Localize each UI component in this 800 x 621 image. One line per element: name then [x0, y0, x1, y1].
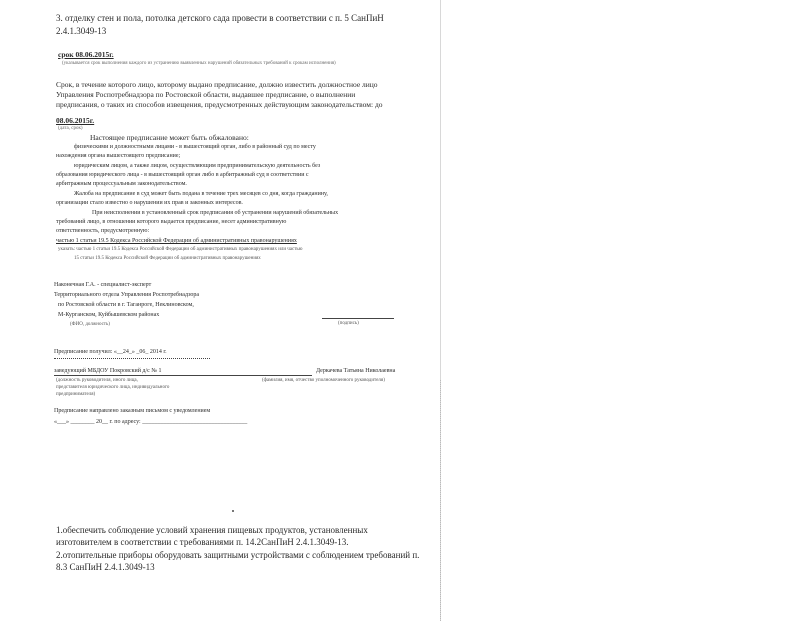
official-2: Территориального отдела Управления Роспотребнадзора: [54, 292, 200, 298]
page-edge-mark: [440, 380, 451, 621]
bottom-item-1a: 1.обеспечить соблюдение условий хранения пищевых продуктов, установленных: [56, 525, 368, 535]
deadline-1-note: (указывается срок выполнения каждого из устранению выявленных нарушений обязательных требований к срокам исполнения): [62, 61, 336, 66]
appeal-3b: организации стало известно о нарушении их прав и законных интересов.: [56, 200, 243, 206]
bottom-item-2b: 8.3 СанПиН 2.4.1.3049-13: [56, 562, 155, 572]
appeal-3a: Жалоба на предписание в суд может быть подана в течение трех месяцев со дня, когда гражданину,: [74, 191, 328, 197]
nonfulfil-5: указать: частью 1 статьи 19.5 Кодекса Российской Федерации об административных правонарушениях или частью: [58, 247, 303, 252]
head-sub-2: представителя юридического лица, индивидуального: [56, 385, 170, 390]
head-sub-1: (должность руководителя, иного лица,: [56, 378, 138, 383]
received-line: Предписание получил: «__24_» _06_ 2014 г.: [54, 349, 167, 355]
appeal-2a: юридическим лицом, а также лицом, осуществляющим предпринимательскую деятельность без: [74, 163, 321, 169]
deadline-2: 08.06.2015г.: [56, 116, 95, 125]
official-5: (ФИО, должность): [70, 322, 110, 327]
head-name-note: (фамилия, имя, отчество уполномоченного руководителя): [262, 378, 385, 383]
para-notify-2: Управления Роспотребнадзора по Ростовской области, выдавшее предписание, о выполнении: [56, 90, 356, 99]
item-3-line-1: 3. отделку стен и пола, потолка детского сада провести в соответствии с п. 5 СанПиН: [56, 13, 384, 23]
head-sub-3: предпринимателя): [56, 392, 96, 397]
deadline-2-note: (дата, срок): [58, 126, 83, 131]
scan-speck: [232, 510, 234, 512]
signature-label: (подпись): [338, 321, 359, 326]
appeal-2b: образования юридического лица - в вышестоящий орган либо в арбитражный суд в соответствии с: [56, 172, 309, 178]
mail-line-2: «___» ________ 20__ г. по адресу: ___________________________________: [54, 419, 248, 425]
bottom-item-1b: изготовителем в соответствии с требованиями п. 14.2СанПиН 2.4.1.3049-13.: [56, 537, 349, 547]
mail-line-1: Предписание направлено заказным письмом с уведомлением: [54, 408, 211, 414]
nonfulfil-2: требований лицо, в отношении которого выдается предписание, несет административную: [56, 219, 287, 225]
nonfulfil-1: При неисполнении в установленный срок предписания об устранении нарушений обязательных: [92, 210, 339, 216]
nonfulfil-4: частью 1 статьи 19.5 Кодекса Российской Федерации об административных правонарушениях: [56, 238, 297, 244]
official-4: М-Курганском, Куйбышевском районах: [58, 312, 160, 318]
official-3: по Ростовской области в г. Таганроге, Неклиновском,: [58, 302, 194, 308]
para-notify-1: Срок, в течение которого лицо, которому выдано предписание, должно известить должностное лицо: [56, 80, 378, 89]
head-role: заведующий МБДОУ Покровский д/с № 1: [54, 368, 162, 374]
signature-line: [322, 318, 394, 319]
received-underline: [54, 358, 210, 359]
official-1: Наконечная Г.А. - специалист-эксперт: [54, 282, 152, 288]
nonfulfil-3: ответственность, предусмотренную:: [56, 228, 150, 234]
appeal-1b: нахождения органа вышестоящего предписание;: [56, 153, 181, 159]
head-name: Деркачева Татьяна Николаевна: [316, 368, 396, 374]
appeal-heading: Настоящее предписание может быть обжаловано:: [90, 133, 249, 142]
item-3-line-2: 2.4.1.3049-13: [56, 26, 107, 36]
appeal-1a: физическими и должностными лицами - в вышестоящий орган, либо в районный суд по месту: [74, 144, 316, 150]
bottom-item-2a: 2.отопительные приборы оборудовать защитными устройствами с соблюдением требований п.: [56, 550, 420, 560]
para-notify-3: предписания, о таких из способов извещения, предусмотренных действующим законодательством: до: [56, 100, 383, 109]
head-role-underline: [54, 375, 312, 376]
nonfulfil-6: 15 статьи 19.5 Кодекса Российской Федерации об административных правонарушениях: [74, 256, 261, 261]
appeal-2c: арбитражным процессуальным законодательством.: [56, 181, 187, 187]
deadline-1: срок 08.06.2015г.: [58, 50, 114, 59]
